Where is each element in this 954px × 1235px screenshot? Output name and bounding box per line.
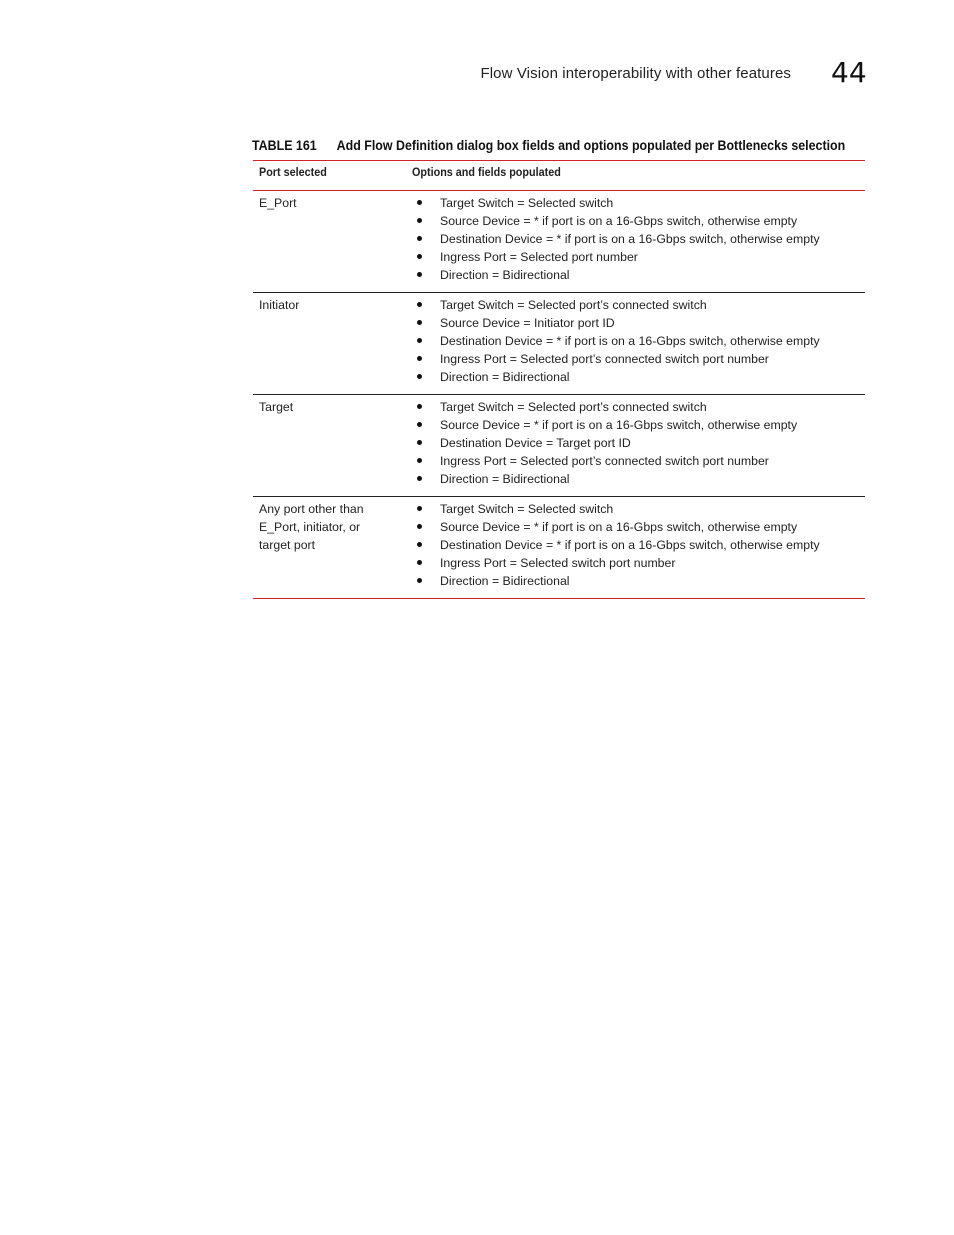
bullet-icon bbox=[417, 338, 422, 343]
bullet-icon bbox=[417, 578, 422, 583]
options-cell bbox=[406, 293, 865, 395]
list-item: Ingress Port = Selected port number bbox=[412, 248, 859, 266]
column-header-port: Port selected bbox=[259, 165, 327, 179]
options-cell bbox=[406, 191, 865, 293]
table-caption-text: Add Flow Definition dialog box fields and options populated per Bottlenecks selection bbox=[336, 138, 846, 153]
options-list bbox=[412, 500, 859, 590]
list-item: Target Switch = Selected port’s connected switch bbox=[412, 398, 859, 416]
options-cell bbox=[406, 497, 865, 599]
port-cell: E_Port bbox=[259, 196, 297, 210]
port-line: Any port other than bbox=[259, 502, 364, 516]
port-line: target port bbox=[259, 538, 316, 552]
table-caption bbox=[252, 138, 846, 153]
list-item: Ingress Port = Selected port’s connected switch port number bbox=[412, 452, 859, 470]
options-list bbox=[412, 296, 859, 386]
bullet-icon bbox=[417, 440, 422, 445]
section-title: Flow Vision interoperability with other features bbox=[480, 65, 791, 82]
options-cell bbox=[406, 395, 865, 497]
list-item: Target Switch = Selected switch bbox=[412, 194, 859, 212]
port-options-table bbox=[253, 160, 865, 599]
list-item: Target Switch = Selected switch bbox=[412, 500, 859, 518]
bullet-icon bbox=[417, 374, 422, 379]
list-item: Target Switch = Selected port’s connected switch bbox=[412, 296, 859, 314]
bullet-icon bbox=[417, 254, 422, 259]
table-row bbox=[253, 395, 865, 497]
bullet-icon bbox=[417, 272, 422, 277]
options-list bbox=[412, 194, 859, 284]
list-item: Destination Device = * if port is on a 16-Gbps switch, otherwise empty bbox=[412, 230, 859, 248]
bullet-icon bbox=[417, 404, 422, 409]
table-row bbox=[253, 293, 865, 395]
list-item: Source Device = Initiator port ID bbox=[412, 314, 859, 332]
port-cell: Initiator bbox=[259, 298, 300, 312]
list-item: Destination Device = * if port is on a 16-Gbps switch, otherwise empty bbox=[412, 332, 859, 350]
bullet-icon bbox=[417, 524, 422, 529]
bullet-icon bbox=[417, 218, 422, 223]
list-item: Source Device = * if port is on a 16-Gbps switch, otherwise empty bbox=[412, 416, 859, 434]
bullet-icon bbox=[417, 506, 422, 511]
options-list bbox=[412, 398, 859, 488]
chapter-number: 44 bbox=[831, 56, 867, 89]
list-item: Source Device = * if port is on a 16-Gbps switch, otherwise empty bbox=[412, 212, 859, 230]
bullet-icon bbox=[417, 302, 422, 307]
page-header bbox=[0, 56, 954, 92]
list-item: Destination Device = Target port ID bbox=[412, 434, 859, 452]
table-row bbox=[253, 191, 865, 293]
port-cell: Target bbox=[259, 400, 294, 414]
bullet-icon bbox=[417, 542, 422, 547]
bullet-icon bbox=[417, 356, 422, 361]
list-item: Ingress Port = Selected port’s connected switch port number bbox=[412, 350, 859, 368]
table-header-row bbox=[253, 161, 865, 191]
list-item: Direction = Bidirectional bbox=[412, 368, 859, 386]
list-item: Direction = Bidirectional bbox=[412, 572, 859, 590]
bullet-icon bbox=[417, 458, 422, 463]
table-number: TABLE 161 bbox=[252, 138, 317, 153]
list-item: Direction = Bidirectional bbox=[412, 266, 859, 284]
list-item: Direction = Bidirectional bbox=[412, 470, 859, 488]
column-header-options: Options and fields populated bbox=[412, 165, 561, 179]
bullet-icon bbox=[417, 560, 422, 565]
bullet-icon bbox=[417, 422, 422, 427]
list-item: Ingress Port = Selected switch port number bbox=[412, 554, 859, 572]
port-line: E_Port, initiator, or bbox=[259, 520, 361, 534]
bullet-icon bbox=[417, 320, 422, 325]
table-row bbox=[253, 497, 865, 599]
bullet-icon bbox=[417, 200, 422, 205]
port-cell bbox=[253, 497, 406, 599]
bullet-icon bbox=[417, 236, 422, 241]
list-item: Destination Device = * if port is on a 16-Gbps switch, otherwise empty bbox=[412, 536, 859, 554]
bullet-icon bbox=[417, 476, 422, 481]
list-item: Source Device = * if port is on a 16-Gbps switch, otherwise empty bbox=[412, 518, 859, 536]
